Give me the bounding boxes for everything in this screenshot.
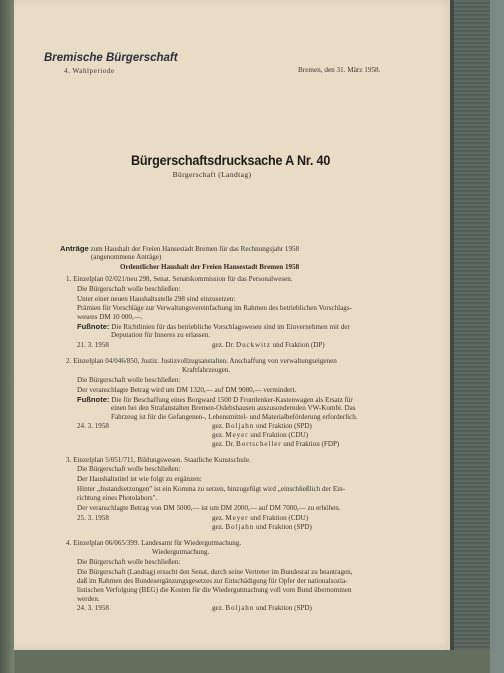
item4-line5: daß im Rahmen des Bundesergänzungsgesetzes zur Entschädigung für Opfer der nationalsozia-	[77, 577, 348, 585]
signature-name: Meyer	[225, 431, 249, 439]
intro-line-2: (angenommene Anträge)	[91, 253, 162, 261]
signature-name: Duckwitz	[236, 341, 271, 349]
signature-name: Boljahn	[225, 523, 255, 531]
signature-name: Bortscheller	[236, 440, 282, 448]
item3-line1: 3. Einzelplan 5/051/711, Bildungswesen. Staatliche Kunstschule.	[66, 456, 251, 464]
signature-party: und Fraktion (CDU)	[250, 514, 309, 522]
item1-line4: Prämien für Vorschläge zur Verwaltungsvereinfachung im Rahmen des betrieblichen Vorschlags-	[77, 304, 352, 312]
item1-line2: Die Bürgerschaft wolle beschließen:	[77, 285, 181, 293]
section-heading: Ordentlicher Haushalt der Freien Hansestadt Bremen 1958	[120, 263, 300, 271]
intro-text: zum Haushalt der Freien Hansestadt Bremen für das Rechnungsjahr 1958	[90, 245, 300, 253]
item3-signature-2	[212, 523, 312, 532]
item3-signature-1	[212, 514, 308, 523]
footnote-text: Die Richtlinien für das betriebliche Vorschlagswesen sind im Einvernehmen mit der	[111, 323, 350, 331]
organization-name: Bremische Bürgerschaft	[44, 52, 178, 64]
bottom-border	[14, 650, 490, 673]
item3-line6: Der veranschlagte Betrag von DM 5000,— ist um DM 2000,— auf DM 7000,— zu erhöhen.	[77, 504, 341, 512]
item2-line2: Kraftfahrzeugen.	[182, 366, 231, 374]
footnote-text: Die für Beschaffung eines Borgward 1500 D Frontlenker-Kastenwagen als Ersatz für	[111, 396, 353, 404]
signature-name: Meyer	[225, 514, 249, 522]
document-title: Bürgerschaftsdrucksache A Nr. 40	[131, 152, 331, 168]
signature-prefix: gez.	[212, 514, 224, 522]
signature-party: und Fraktion (SPD)	[255, 422, 312, 430]
signature-prefix: gez. Dr.	[212, 341, 235, 349]
signature-party: und Fraktion (SPD)	[255, 604, 312, 612]
left-gutter	[0, 0, 14, 673]
item1-line5: wesens DM 10 000,—.	[77, 313, 143, 321]
item4-line4: Die Bürgerschaft (Landtag) ersucht den Senat, durch seine Vertreter im Bundesrat zu beantragen,	[77, 568, 353, 576]
item2-line4: Der veranschlagte Betrag wird um DM 1320,— auf DM 9080,— vermindert.	[77, 386, 297, 394]
signature-party: und Fraktion (SPD)	[255, 523, 312, 531]
item2-line3: Die Bürgerschaft wolle beschließen:	[77, 376, 181, 384]
signature-prefix: gez.	[212, 523, 224, 531]
footnote-label: Fußnote:	[77, 395, 110, 404]
signature-prefix: gez. Dr.	[212, 440, 235, 448]
signature-name: Boljahn	[225, 604, 255, 612]
item4-date: 24. 3. 1958	[77, 604, 109, 612]
item4-line7: werden.	[77, 595, 100, 603]
item1-line3: Unter einer neuen Haushaltsstelle 298 sind einzusetzen:	[77, 295, 236, 303]
item4-line1: 4. Einzelplan 06/065/399. Landesamt für Wiedergutmachung.	[66, 539, 242, 547]
item1-signature	[212, 341, 325, 350]
document-date: Bremen, den 31. März 1958.	[298, 66, 381, 74]
item2-signature-2	[212, 431, 308, 440]
footnote-label: Fußnote:	[77, 322, 110, 331]
item4-signature	[212, 604, 312, 613]
item4-line6: listischen Verfolgung (BEG) die Kosten für die Wiedergutmachung voll vom Bund übernommen	[77, 586, 352, 594]
item2-line1: 2. Einzelplan 04/046/850, Justiz. Justizvollzugsanstalten. Anschaffung von verwaltungseigenen	[66, 357, 337, 365]
item2-footnote-cont1: einen bei den Strafanstalten Bremen-Oslebshausen auszusondernden VW-Kombi. Das	[111, 404, 356, 412]
item2-footnote-cont2: Fahrzeug ist für die Gefangenen-, Lebensmittel- und Materialbeförderung erforderlich.	[111, 413, 358, 421]
document-subtitle: Bürgerschaft (Landtag)	[172, 170, 252, 179]
signature-party: und Fraktion (DP)	[272, 341, 325, 349]
intro-lead: Anträge	[60, 244, 89, 253]
item4-line2: Wiedergutmachung.	[152, 548, 210, 556]
signature-name: Boljahn	[225, 422, 255, 430]
item1-footnote-cont: Deputation für Inneres zu erlassen.	[111, 331, 211, 339]
item3-date: 25. 3. 1958	[77, 514, 109, 522]
item2-signature-3	[212, 440, 339, 449]
item2-signature-1	[212, 422, 312, 431]
signature-party: und Fraktion (CDU)	[250, 431, 309, 439]
signature-prefix: gez.	[212, 604, 224, 612]
binding-spine	[454, 0, 490, 650]
item3-line2: Die Bürgerschaft wolle beschließen:	[77, 465, 181, 473]
item3-line3: Der Haushaltstitel ist wie folgt zu ergänzen:	[77, 475, 202, 483]
item1-date: 21. 3. 1958	[77, 341, 109, 349]
item3-line5: richtung eines Photolabors".	[77, 494, 158, 502]
signature-prefix: gez.	[212, 431, 224, 439]
item2-date: 24. 3. 1958	[77, 422, 109, 430]
item1-line1: 1. Einzelplan 02/021/neu 298, Senat. Senatskommission für das Personalwesen.	[66, 275, 293, 283]
signature-prefix: gez.	[212, 422, 224, 430]
signature-party: und Fraktion (FDP)	[283, 440, 340, 448]
item4-line3: Die Bürgerschaft wolle beschließen:	[77, 558, 181, 566]
legislative-period: 4. Wahlperiode	[64, 67, 115, 75]
item3-line4: Hinter „Instandsetzungen" ist ein Komma zu setzen, hinzugefügt wird „einschließlich der Ein-	[77, 485, 346, 493]
right-border	[490, 0, 504, 673]
